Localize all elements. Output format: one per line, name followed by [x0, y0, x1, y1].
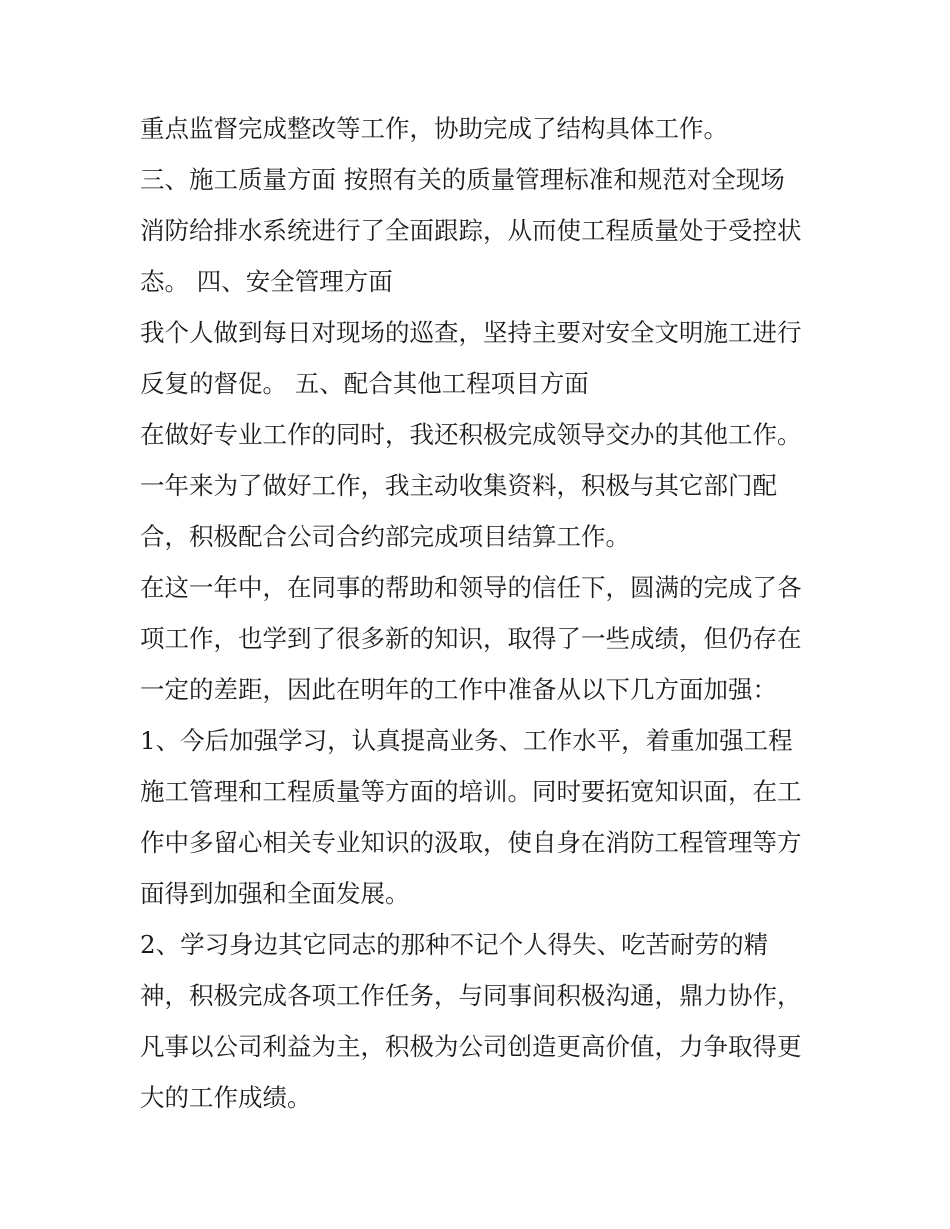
text-line: 一定的差距，因此在明年的工作中准备从以下几方面加强：: [140, 675, 777, 704]
text-line: 我个人做到每日对现场的巡查，坚持主要对安全文明施工进行: [140, 318, 802, 347]
text-line: 合，积极配合公司合约部完成项目结算工作。: [140, 522, 630, 551]
text-line: 在做好专业工作的同时，我还积极完成领导交办的其他工作。: [140, 420, 802, 449]
text-line: 大的工作成绩。: [140, 1083, 312, 1112]
text-line: 作中多留心相关专业知识的汲取，使自身在消防工程管理等方: [140, 828, 802, 857]
text-line: 一年来为了做好工作，我主动收集资料，积极与其它部门配: [140, 471, 777, 500]
text-line: 消防给排水系统进行了全面跟踪，从而使工程质量处于受控状: [140, 216, 802, 245]
text-line: 施工管理和工程质量等方面的培训。同时要拓宽知识面，在工: [140, 777, 802, 806]
text-line: 凡事以公司利益为主，积极为公司创造更高价值，力争取得更: [140, 1032, 802, 1061]
text-line: 三、施工质量方面 按照有关的质量管理标准和规范对全现场: [140, 165, 785, 194]
text-line: 面得到加强和全面发展。: [140, 879, 410, 908]
text-line: 神，积极完成各项工作任务，与同事间积极沟通，鼎力协作，: [140, 981, 802, 1010]
text-line: 反复的督促。 五、配合其他工程项目方面: [140, 369, 589, 398]
text-line: 2、学习身边其它同志的那种不记个人得失、吃苦耐劳的精: [140, 930, 769, 959]
document-body: [140, 108, 830, 1128]
text-line: 1、今后加强学习，认真提高业务、工作水平，着重加强工程: [140, 726, 793, 755]
text-line: 态。 四、安全管理方面: [140, 267, 393, 296]
text-line: 重点监督完成整改等工作，协助完成了结构具体工作。: [140, 114, 728, 143]
text-line: 项工作，也学到了很多新的知识，取得了一些成绩，但仍存在: [140, 624, 802, 653]
text-line: 在这一年中，在同事的帮助和领导的信任下，圆满的完成了各: [140, 573, 802, 602]
